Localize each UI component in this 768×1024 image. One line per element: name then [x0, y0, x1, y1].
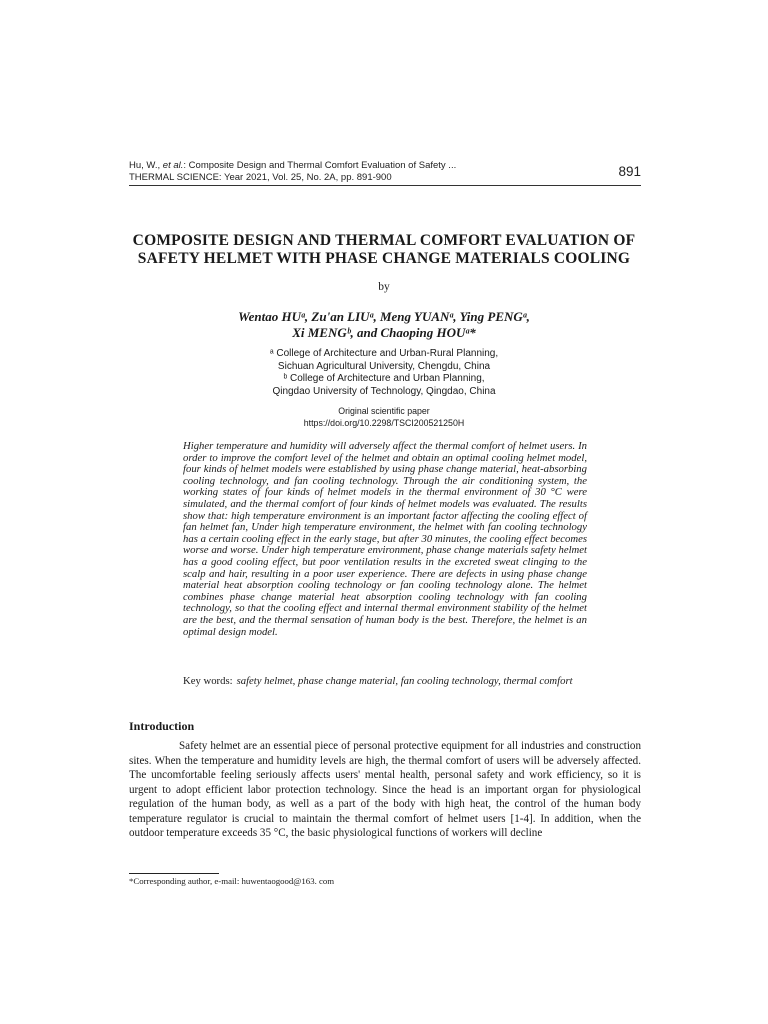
paper-title	[110, 232, 658, 268]
keywords-label: Key words:	[183, 675, 233, 687]
header-divider	[129, 185, 641, 186]
running-head-et-al: et al.	[162, 160, 184, 171]
keywords-values: safety helmet, phase change material, fan cooling technology, thermal comfort	[236, 675, 573, 687]
affiliation-line: Sichuan Agricultural University, Chengdu, China	[277, 360, 491, 372]
page-number: 891	[618, 164, 641, 179]
paper-title-line-1: COMPOSITE DESIGN AND THERMAL COMFORT EVALUATION OF	[132, 232, 636, 249]
author-list	[160, 309, 608, 341]
running-head-journal: THERMAL SCIENCE: Year 2021, Vol. 25, No. 2A, pp. 891-900	[129, 172, 392, 183]
running-head	[129, 160, 641, 184]
section-heading: Introduction	[129, 719, 195, 733]
affiliations	[200, 348, 568, 398]
introduction-paragraph: Safety helmet are an essential piece of personal protective equipment for all industries and construction sites. When the temperature and humidity levels are high, the thermal comfort of users will be adversely affected. The uncomfortable feeling seriously affects users' mental health, personal safety and work efficiency, so it is urgent to adopt efficient labor protection technology. Since the head is an important organ for physiological regulation of the human body, as well as a part of the body with high heat, the control of the human body temperature regulator is crucial to maintain the thermal comfort of helmet users [1-4]. In addition, when the outdoor temperature exceeds 35 °C, the basic physiological functions of workers will decline	[129, 740, 641, 839]
paper-title-line-2: SAFETY HELMET WITH PHASE CHANGE MATERIALS COOLING	[137, 250, 631, 267]
affiliation-line: ᵇ College of Architecture and Urban Planning,	[283, 373, 485, 384]
footnote: *Corresponding author, e-mail: huwentaogood@163. com	[129, 876, 335, 886]
doi-link[interactable]: https://doi.org/10.2298/TSCI200521250H	[303, 417, 465, 428]
running-head-authors: Hu, W.,	[129, 160, 163, 171]
running-head-title: : Composite Design and Thermal Comfort Evaluation of Safety ...	[183, 160, 457, 171]
running-head-citation	[129, 160, 641, 172]
paper-type: Original scientific paper	[338, 406, 430, 416]
keywords	[183, 676, 587, 688]
footnote-divider	[129, 873, 219, 874]
author-list-line-1: Wentao HUᵃ, Zu'an LIUᵃ, Meng YUANᵃ, Ying PENGᵃ,	[238, 309, 530, 324]
affiliation-line: ᵃ College of Architecture and Urban-Rural Planning,	[269, 348, 499, 359]
paper-info	[200, 406, 568, 429]
affiliation-line: Qingdao University of Technology, Qingdao, China	[272, 385, 496, 397]
author-list-line-2: Xi MENGᵇ, and Chaoping HOUᵃ*	[292, 325, 476, 340]
by-label: by	[378, 281, 390, 293]
abstract: Higher temperature and humidity will adversely affect the thermal comfort of helmet users. In order to improve the comfort level of the helmet and obtain an optimal cooling helmet model, four kinds of helmet models were established by using phase change material, heat-absorbing cooling technology, and fan cooling technology. Through the air conditioning system, the working states of four kinds of helmet models in the thermal environment of 30 °C were simulated, and the thermal comfort of four kinds of helmet models was evaluated. The results show that: high temperature environment is an important factor affecting the cooling effect of fan helmet fan, Under high temperature environment, the helmet with fan cooling technology has a certain cooling effect in the early stage, but after 30 minutes, the cooling effect becomes worse and worse. Under high temperature environment, phase change materials safety helmet has a good cooling effect, but poor ventilation results in the excreted sweat clinging to the scalp and hair, resulting in a poor user experience. There are defects in using phase change material heat absorption cooling technology or fan cooling technology alone. The helmet combines phase change material heat absorption cooling technology with fan cooling technology, so that the cooling effect and internal thermal environment stability of the helmet are the best, and the thermal sensation of human body is the best. Therefore, the helmet is an optimal design model.	[183, 440, 587, 638]
